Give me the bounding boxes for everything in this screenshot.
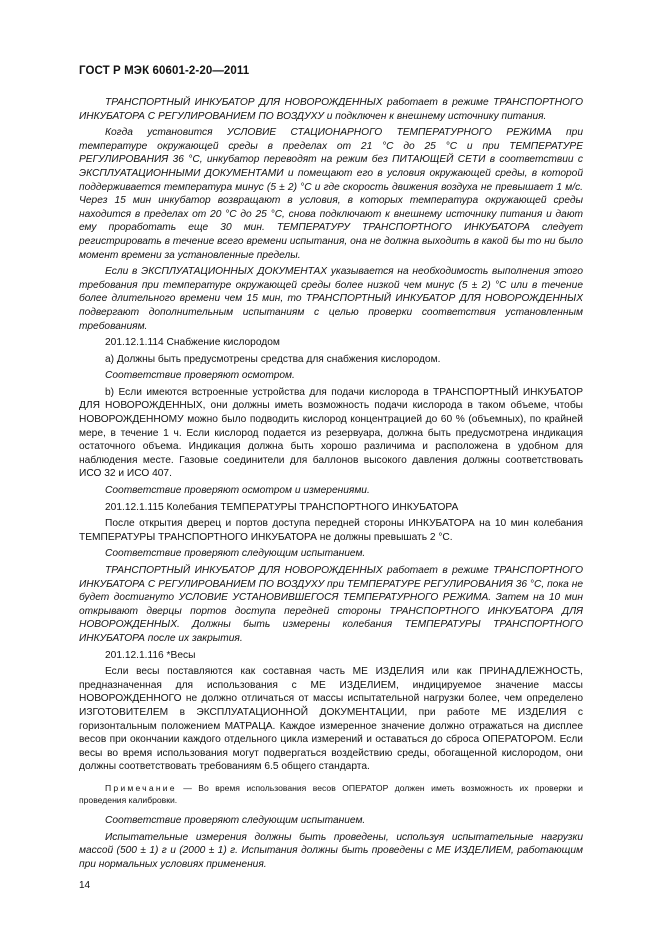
page-number: 14 [79, 880, 91, 891]
section-heading-oxygen: 201.12.1.114 Снабжение кислородом [105, 337, 280, 349]
paragraph-scales-requirement: Если весы поставляются как составная часть МЕ ИЗДЕЛИЯ или как ПРИНАДЛЕЖНОСТЬ, предназначенная для использования с МЕ ИЗДЕЛИЕМ, индицируемое значение массы НОВОРОЖДЕННОГО не должно отличаться от массы испытательной нагрузки более, чем определено ИЗГОТОВИТЕЛЕМ в ЭКСПЛУАТАЦИОННОЙ ДОКУМЕНТАЦИИ, при работе МЕ ИЗДЕЛИЯ с горизонтальным положением МАТРАЦА. Каждое измеренное значение должно отражаться на дисплее весов при окончании каждого отдельного цикла измерений и оставаться до сброса ОПЕРАТОРОМ. Если весы во время использования могут подвергаться воздействию среды, обогащенной кислородом, они должны соответствовать требованиям 6.5 общего стандарта. [79, 666, 583, 773]
note [79, 782, 583, 806]
page-content [79, 96, 583, 874]
paragraph-oxygen-a: a) Должны быть предусмотрены средства для снабжения кислородом. [105, 353, 441, 365]
paragraph-compliance-measurement: Соответствие проверяют осмотром и измерениями. [105, 485, 370, 497]
note-label: Примечание [105, 782, 177, 793]
paragraph-temperature-test: ТРАНСПОРТНЫЙ ИНКУБАТОР ДЛЯ НОВОРОЖДЕННЫХ работает в режиме ТРАНСПОРТНОГО ИНКУБАТОРА С РЕГУЛИРОВАНИЕМ ПО ВОЗДУХУ при ТЕМПЕРАТУРЕ РЕГУЛИРОВАНИЯ 36 °C, пока не будет достигнуто УСЛОВИЕ УСТАНОВИВШЕГОСЯ ТЕМПЕРАТУРНОГО РЕЖИМА. Затем на 10 мин открывают дверцы портов доступа передней стороны ТРАНСПОРТНОГО ИНКУБАТОРА ДЛЯ НОВОРОЖДЕННЫХ. Должны быть измерены колебания ТЕМПЕРАТУРЫ ТРАНСПОРТНОГО ИНКУБАТОРА после их закрытия. [79, 565, 583, 644]
note-text: — Во время использования весов ОПЕРАТОР должен иметь возможность их проверки и проведения калибровки. [79, 782, 583, 805]
paragraph-oxygen-b: b) Если имеются встроенные устройства для подачи кислорода в ТРАНСПОРТНЫЙ ИНКУБАТОР ДЛЯ НОВОРОЖДЕННЫХ, они должны иметь возможность подачи кислорода в таком объеме, чтобы НОВОРОЖДЕННОМУ можно было подводить кислород концентрацией до 60 % (объемных), по крайней мере, в течение 1 ч. Если кислород подается из резервуара, должна быть предусмотрена индикация остаточного объема. Индикация должна быть хорошо различима и расположена в удобном для наблюдения месте. Газовые соединители для баллонов высокого давления должны соответствовать ИСО 32 и ИСО 407. [79, 386, 583, 480]
paragraph-temperature-requirement: После открытия дверец и портов доступа передней стороны ИНКУБАТОРА на 10 мин колебания ТЕМПЕРАТУРЫ ТРАНСПОРТНОГО ИНКУБАТОРА не должны превышать 2 °C. [79, 518, 583, 543]
paragraph-scales-test: Испытательные измерения должны быть проведены, используя испытательные нагрузки массой (500 ± 1) г и (2000 ± 1) г. Испытания должны быть проведены с МЕ ИЗДЕЛИЕМ, работающим при нормальных условиях применения. [79, 831, 583, 870]
document-header: ГОСТ Р МЭК 60601-2-20—2011 [79, 65, 250, 77]
paragraph-compliance-test: Соответствие проверяют следующим испытанием. [105, 548, 366, 560]
paragraph-test-procedure: Когда установится УСЛОВИЕ СТАЦИОНАРНОГО ТЕМПЕРАТУРНОГО РЕЖИМА при температуре окружающей среды в пределах от 21 °C до 25 °C и при ТЕМПЕРАТУРЕ РЕГУЛИРОВАНИЯ 36 °C, инкубатор переводят на режим без ПИТАЮЩЕЙ СЕТИ в соответствии с ЭКСПЛУАТАЦИОННЫМИ ДОКУМЕНТАМИ и помещают его в условия окружающей среды, в которой поддерживается температура минус (5 ± 2) °C и где скорость движения воздуха не превышает 1 м/с. Через 15 мин инкубатор возвращают в условия, в которых температура окружающей среды находится в пределах от 20 °C до 25 °C, снова подключают к внешнему источнику питания и дают ему проработать еще 30 мин. ТЕМПЕРАТУРУ ТРАНСПОРТНОГО ИНКУБАТОРА следует регистрировать в течение всего времени испытания, она не должна выходить в какой бы то ни было момент времени за установленные пределы. [79, 127, 583, 261]
section-heading-temperature: 201.12.1.115 Колебания ТЕМПЕРАТУРЫ ТРАНСПОРТНОГО ИНКУБАТОРА [105, 501, 459, 513]
section-heading-scales: 201.12.1.116 *Весы [105, 649, 196, 661]
paragraph-compliance-inspection: Соответствие проверяют осмотром. [105, 370, 295, 382]
paragraph-compliance-test-scales: Соответствие проверяют следующим испытанием. [105, 814, 366, 826]
paragraph-additional-tests: Если в ЭКСПЛУАТАЦИОННЫХ ДОКУМЕНТАХ указывается на необходимость выполнения этого требования при температуре окружающей среды более низкой чем минус (5 ± 2) °C или в течение более длительного времени чем 15 мин, то ТРАНСПОРТНЫЙ ИНКУБАТОР ДЛЯ НОВОРОЖДЕННЫХ подвергают дополнительным испытаниям с целью проверки соответствия установленным требованиям. [79, 266, 583, 332]
paragraph-transport-mode: ТРАНСПОРТНЫЙ ИНКУБАТОР ДЛЯ НОВОРОЖДЕННЫХ работает в режиме ТРАНСПОРТНОГО ИНКУБАТОРА С РЕГУЛИРОВАНИЕМ ПО ВОЗДУХУ и подключен к внешнему источнику питания. [79, 97, 583, 122]
